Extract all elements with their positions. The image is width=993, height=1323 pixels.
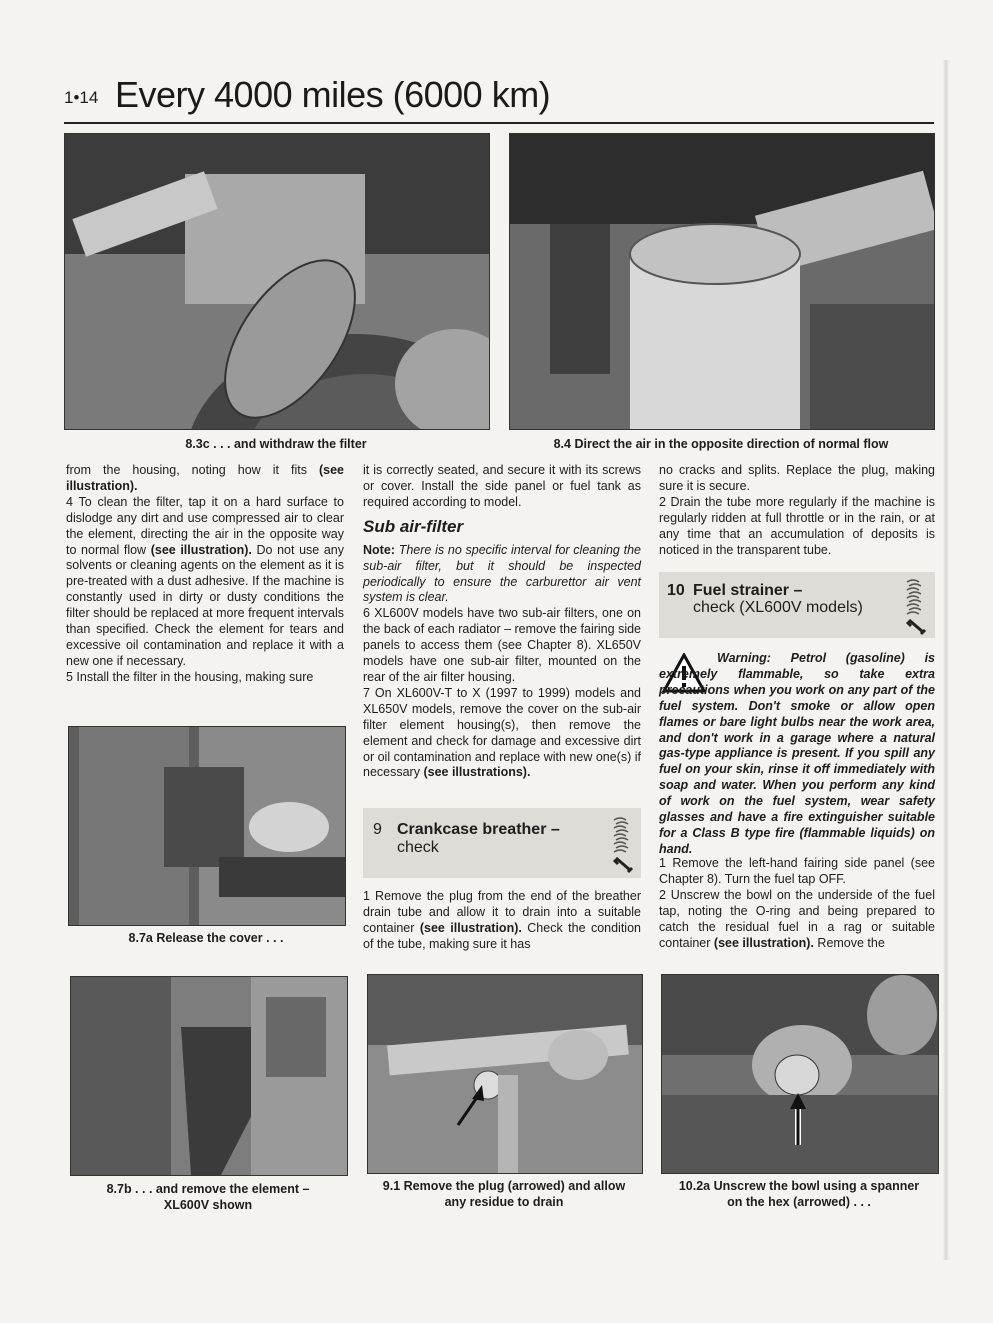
section-number-9: 9 [373,821,382,838]
caption-8-7b: 8.7b . . . and remove the element – XL600V shown [106,1182,310,1212]
arrow-icon [662,975,938,1173]
column-3 [659,463,935,558]
caption-8-4: 8.4 Direct the air in the opposite direction of normal flow [553,437,889,451]
photo-10-2a [661,974,939,1174]
paragraph-8-3: from the housing, noting how it fits (see illustration). [66,463,344,493]
photo-9-1 [367,974,643,1174]
warning-fuel: Warning: Petrol (gasoline) is extremely flammable, so take extra precautions when you work on any part of the fuel system. Don't smoke or allow open flames or bare light bulbs near the work area, and don't work in a garage where a natural gas-type appliance is present. If you spill any fuel on your skin, rinse it off immediately with soap and water. When you perform any kind of work on the fuel system, wear safety glasses and have a fire extinguisher suitable for a Class B type fire (flammable liquids) on hand. [659,651,935,856]
caption-8-7a: 8.7a Release the cover . . . [128,931,284,945]
column-1 [66,463,344,686]
paragraph-10-2: 2 Unscrew the bowl on the underside of the fuel tap, noting the O-ring and being prepared to catch the residual fuel in a rag or suitable container (see illustration). Remove the [659,887,935,950]
paragraph-9-1-cont: no cracks and splits. Replace the plug, making sure it is secure. [659,463,935,493]
section-heading-9 [363,808,641,878]
caption-9-1: 9.1 Remove the plug (arrowed) and allow any residue to drain [382,1179,626,1209]
photo-8-4 [509,133,935,430]
section-subtitle-9: check [397,839,439,856]
photo-8-7a [68,726,346,926]
paragraph-8-5-cont: it is correctly seated, and secure it with its screws or cover. Install the side panel or fuel tank as required according to model. [363,463,641,509]
caption-8-3c: 8.3c . . . and withdraw the filter [185,437,367,451]
section-title-9: Crankcase breather – [397,821,560,838]
section-number-10: 10 [667,582,685,599]
photo-8-3c [64,133,490,430]
column-2 [363,463,641,781]
header-rule [64,122,934,124]
subheading-sub-air-filter: Sub air-filter [363,516,464,536]
arrow-icon [368,975,642,1173]
caption-10-2a: 10.2a Unscrew the bowl using a spanner on the hex (arrowed) . . . [678,1179,920,1209]
paragraph-10-1: 1 Remove the left-hand fairing side panel (see Chapter 8). Turn the fuel tap OFF. [659,856,935,886]
section-title-10: Fuel strainer – [693,582,803,599]
scan-edge-shadow [943,60,949,1260]
note-sub-air-filter: Note: There is no specific interval for cleaning the sub-air filter, but it should be inspected periodically to ensure the carburettor air vent system is clear. [363,542,641,605]
paragraph-8-5: 5 Install the filter in the housing, making sure [66,669,314,684]
paragraph-8-4: 4 To clean the filter, tap it on a hard surface to dislodge any dirt and use compressed air to clear the element, directing the air in the opposite way to normal flow (see illustration). Do not use any solvents or cleaning agents on the element as it is pre-treated with a dust adhesive. If the machine is constantly used in dirty or dusty conditions the filter should be replaced at more frequent intervals than specified. Check the element for tears and excessive oil contamination and replace it with a new one if necessary. [66,494,344,668]
column-3-lower [659,856,935,951]
spanner-icon [903,576,929,636]
page-number: 1•14 [64,88,99,107]
paragraph-8-7: 7 On XL600V-T to X (1997 to 1999) models and XL650V models, remove the cover on the sub-air filter element housing(s), then remove the element and check for damage and excessive dirt or oil contamination and replace with new one(s) if necessary (see illustrations). [363,685,641,780]
section-heading-10 [659,572,935,638]
paragraph-9-2: 2 Drain the tube more regularly if the machine is regularly ridden at full throttle or in the rain, or at any time that an accumulation of deposits is noticed in the transparent tube. [659,494,935,557]
section-subtitle-10: check (XL600V models) [693,599,863,616]
page-title: Every 4000 miles (6000 km) [115,74,551,115]
paragraph-8-6: 6 XL600V models have two sub-air filters, one on the back of each radiator – remove the fairing side panels to access them (see Chapter 8). XL650V models have one sub-air filter, mounted on the rear of the air filter housing. [363,606,641,684]
photo-8-7b [70,976,348,1176]
spanner-icon [610,814,636,874]
paragraph-9-1: 1 Remove the plug from the end of the breather drain tube and allow it to drain into a suitable container (see illustration). Check the condition of the tube, making sure it has [363,889,641,951]
